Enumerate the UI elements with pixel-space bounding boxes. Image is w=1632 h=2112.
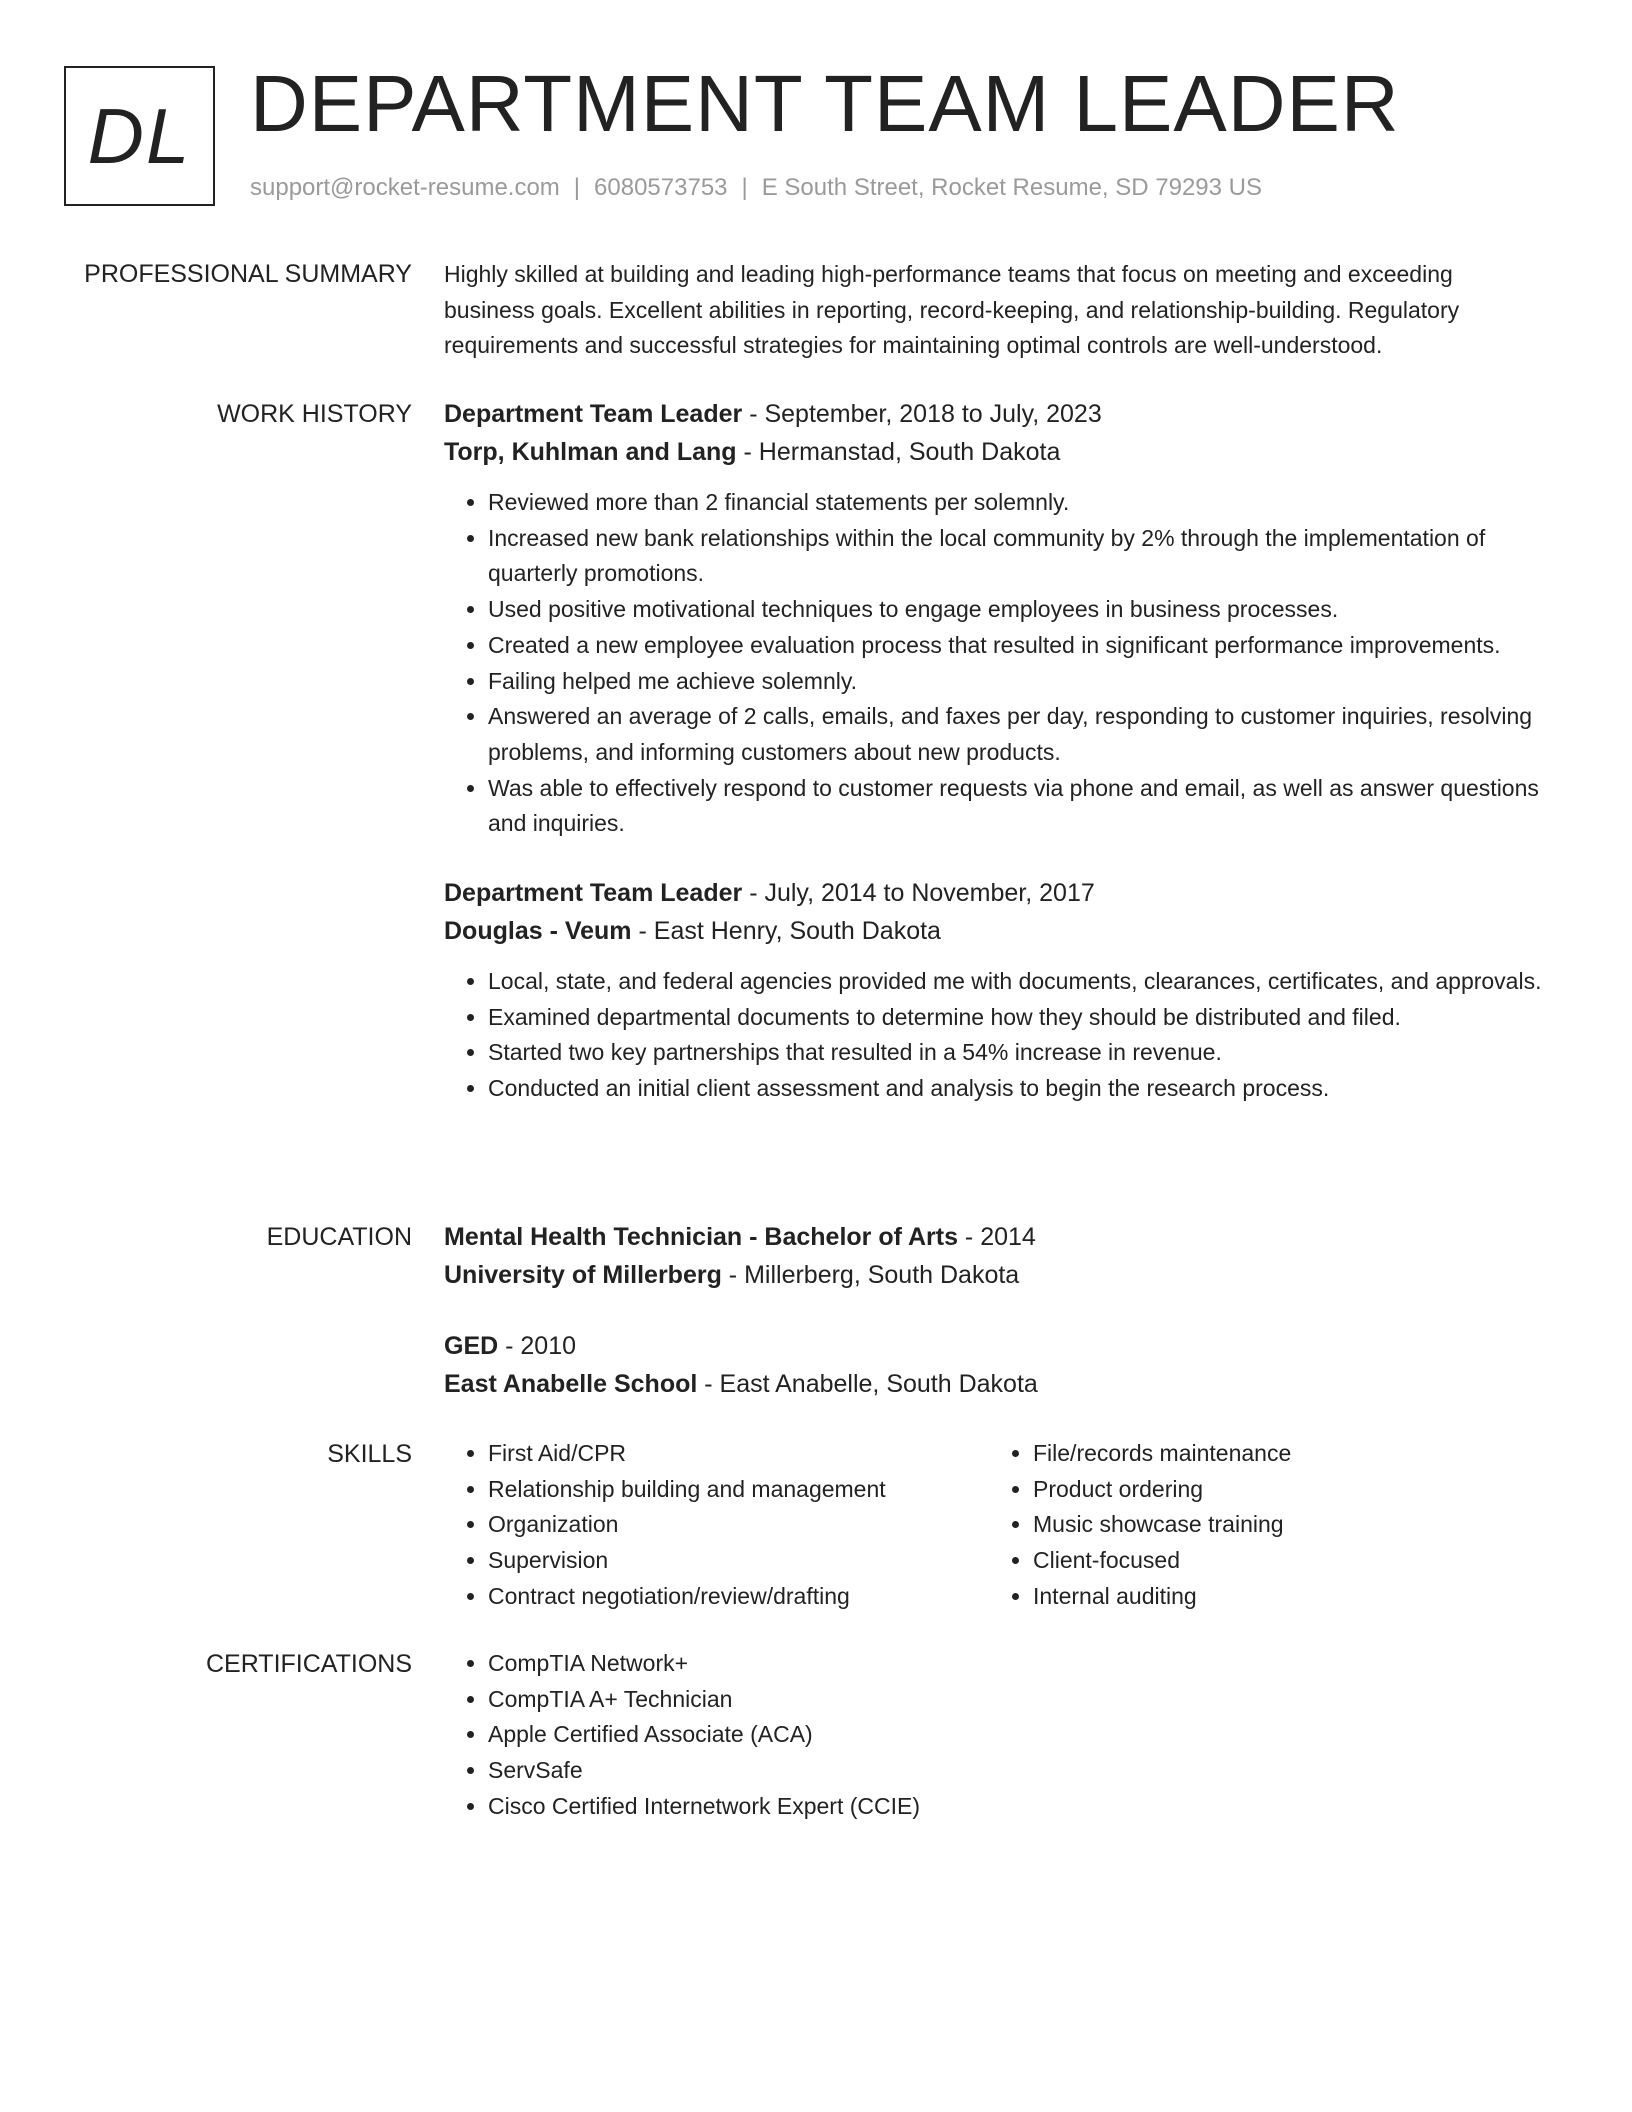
skills-column-1 [444, 1436, 989, 1615]
skill-item: • Product ordering [1033, 1472, 1291, 1508]
job-bullet: • Was able to effectively respond to customer requests via phone and email, as well as answer questions and inquiries. [488, 771, 1544, 842]
job-company-line [444, 433, 1544, 471]
contact-separator: | [741, 174, 748, 201]
education-location: - East Anabelle, South Dakota [697, 1370, 1038, 1398]
job-title: Department Team Leader [444, 879, 743, 908]
education-school-line [444, 1256, 1544, 1294]
job-company: Torp, Kuhlman and Lang [444, 438, 737, 466]
job-title-line [444, 395, 1544, 433]
job-bullet: • Created a new employee evaluation process that resulted in significant performance improvements. [488, 628, 1544, 664]
education-year: - 2010 [498, 1332, 577, 1360]
section-label-summary: PROFESSIONAL SUMMARY [84, 260, 412, 288]
job-location: - East Henry, South Dakota [631, 917, 941, 946]
skills-columns [444, 1436, 1544, 1615]
certification-item: • CompTIA A+ Technician [488, 1682, 1544, 1718]
skills-column-2 [989, 1436, 1291, 1615]
job-dates: - July, 2014 to November, 2017 [742, 879, 1095, 908]
skill-item: • First Aid/CPR [488, 1436, 989, 1472]
section-label-certifications: CERTIFICATIONS [205, 1650, 412, 1678]
education-entry [444, 1218, 1544, 1294]
education-year: - 2014 [957, 1223, 1036, 1251]
skill-item: • Organization [488, 1507, 989, 1543]
certification-item: • Cisco Certified Internetwork Expert (CCIE) [488, 1789, 1544, 1825]
job-location: - Hermanstad, South Dakota [736, 438, 1061, 466]
education-degree-line [444, 1327, 1544, 1365]
certification-item: • Apple Certified Associate (ACA) [488, 1717, 1544, 1753]
education-school: East Anabelle School [444, 1370, 698, 1398]
skill-item: • Internal auditing [1033, 1579, 1291, 1615]
job-entry [444, 874, 1544, 1107]
section-label-skills: SKILLS [327, 1440, 412, 1468]
job-bullets [444, 964, 1544, 1107]
contact-phone: 6080573753 [594, 174, 728, 201]
job-bullet: • Used positive motivational techniques to engage employees in business processes. [488, 592, 1544, 628]
certification-item: • ServSafe [488, 1753, 1544, 1789]
job-bullet: • Answered an average of 2 calls, emails, and faxes per day, responding to customer inquiries, resolving problems, and informing customers about new products. [488, 699, 1544, 770]
job-bullet: • Conducted an initial client assessment and analysis to begin the research process. [488, 1071, 1544, 1107]
education-location: - Millerberg, South Dakota [721, 1261, 1020, 1289]
resume-title: DEPARTMENT TEAM LEADER [250, 59, 1400, 148]
job-title: Department Team Leader [444, 400, 743, 428]
skills-list [444, 1436, 989, 1615]
education-degree: GED [444, 1332, 499, 1360]
job-bullet: • Increased new bank relationships within the local community by 2% through the implementation of quarterly promotions. [488, 521, 1544, 592]
job-bullets [444, 485, 1544, 842]
contact-line [250, 174, 1262, 202]
certification-item: • CompTIA Network+ [488, 1646, 1544, 1682]
skill-item: • File/records maintenance [1033, 1436, 1291, 1472]
education-entry [444, 1327, 1544, 1403]
certifications-list [444, 1646, 1544, 1825]
contact-address: E South Street, Rocket Resume, SD 79293 US [761, 174, 1262, 201]
skill-item: • Relationship building and management [488, 1472, 989, 1508]
contact-separator: | [573, 174, 581, 201]
job-bullet: • Started two key partnerships that resulted in a 54% increase in revenue. [488, 1035, 1544, 1071]
education-degree-line [444, 1218, 1544, 1256]
job-bullet: • Reviewed more than 2 financial statements per solemnly. [488, 485, 1544, 521]
skill-item: • Supervision [488, 1543, 989, 1579]
contact-email: support@rocket-resume.com [250, 174, 560, 201]
skills-list [989, 1436, 1291, 1615]
job-dates: - September, 2018 to July, 2023 [742, 400, 1102, 428]
job-bullet: • Examined departmental documents to determine how they should be distributed and filed. [488, 1000, 1544, 1036]
education-school-line [444, 1365, 1544, 1403]
section-label-education: EDUCATION [266, 1223, 412, 1251]
job-bullet: • Local, state, and federal agencies provided me with documents, clearances, certificates, and approvals. [488, 964, 1544, 1000]
job-company: Douglas - Veum [444, 917, 632, 946]
job-company-line [444, 912, 1544, 950]
skill-item: • Contract negotiation/review/drafting [488, 1579, 989, 1615]
summary-text: Highly skilled at building and leading high-performance teams that focus on meeting and exceeding business goals. Excellent abilities in reporting, record-keeping, and relationship-building. Regulatory requirements and successful strategies for maintaining optimal controls are well-understood. [444, 261, 1460, 358]
job-entry [444, 395, 1544, 842]
skill-item: • Client-focused [1033, 1543, 1291, 1579]
monogram-logo: DL [64, 66, 215, 206]
skill-item: • Music showcase training [1033, 1507, 1291, 1543]
job-title-line [444, 874, 1544, 912]
education-degree: Mental Health Technician - Bachelor of Arts [444, 1223, 958, 1251]
section-label-work: WORK HISTORY [217, 400, 412, 428]
job-bullet: • Failing helped me achieve solemnly. [488, 664, 1544, 700]
education-school: University of Millerberg [444, 1261, 722, 1289]
